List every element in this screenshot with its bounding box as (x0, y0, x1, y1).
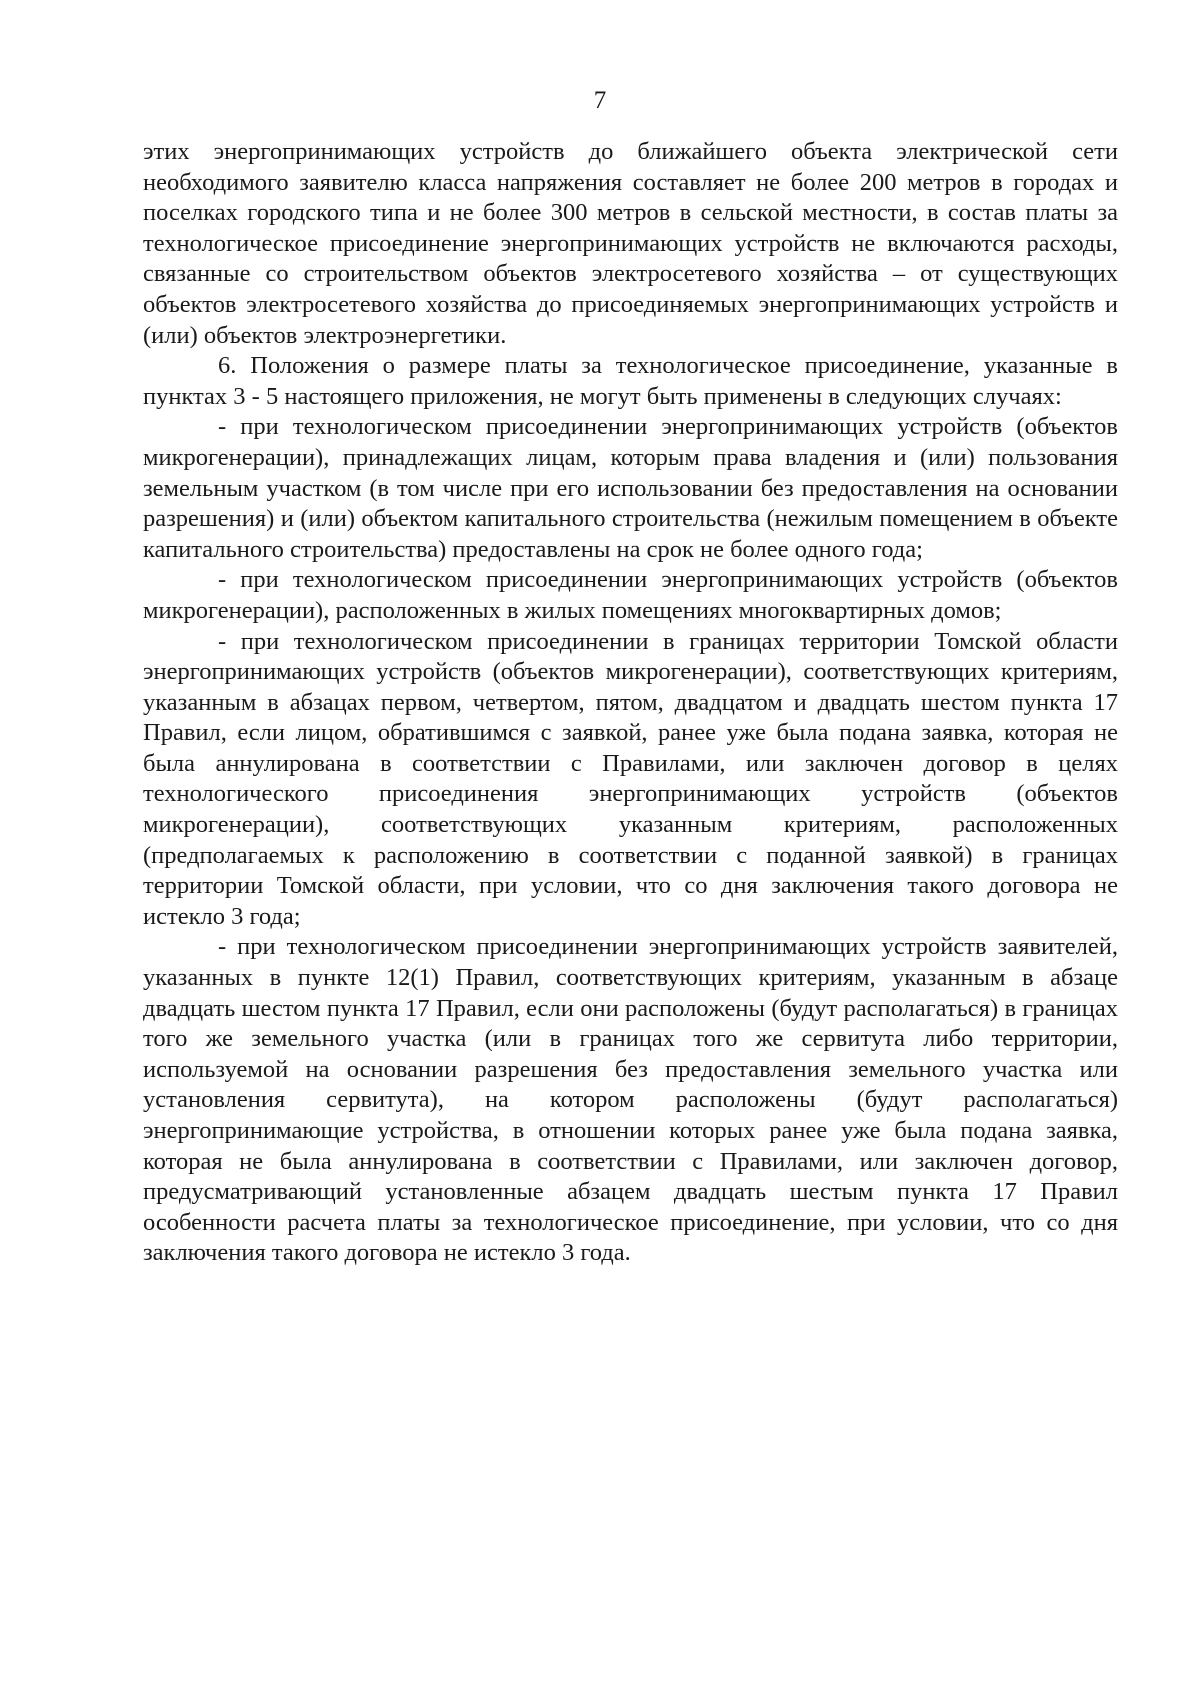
document-body (143, 137, 1118, 1269)
paragraph-item-6: 6. Положения о размере платы за технологическое присоединение, указанные в пунктах 3 - 5 настоящего приложения, не могут быть применены в следующих случаях: (143, 352, 1118, 410)
list-item-short-term-ownership: - при технологическом присоединении энергопринимающих устройств (объектов микрогенерации), принадлежащих лицам, которым права владения и (или) пользования земельным участком (в том числе при его использовании без предоставления на основании разрешения) и (или) объектом капитального строительства (нежилым помещением в объекте капитального строительства) предоставлены на срок не более одного года; (143, 413, 1118, 563)
list-item-tomsk-region-repeat-application: - при технологическом присоединении в границах территории Томской области энергопринимающих устройств (объектов микрогенерации), соответствующих критериям, указанным в абзацах первом, четвертом, пятом, двадцатом и двадцать шестом пункта 17 Правил, если лицом, обратившимся с заявкой, ранее уже была подана заявка, которая не была аннулирована в соответствии с Правилами, или заключен договор в целях технологического присоединения энергопринимающих устройств (объектов микрогенерации), соответствующих указанным критериям, расположенных (предполагаемых к расположению в соответствии с поданной заявкой) в границах территории Томской области, при условии, что со дня заключения такого договора не истекло 3 года; (143, 627, 1118, 930)
page-number: 7 (593, 87, 607, 114)
paragraph-continuation: этих энергопринимающих устройств до ближайшего объекта электрической сети необходимого заявителю класса напряжения составляет не более 200 метров в городах и поселках городского типа и не более 300 метров в сельской местности, в состав платы за технологическое присоединение энергопринимающих устройств не включаются расходы, связанные со строительством объектов электросетевого хозяйства – от существующих объектов электросетевого хозяйства до присоединяемых энергопринимающих устройств и (или) объектов электроэнергетики. (143, 138, 1118, 349)
list-item-same-land-plot: - при технологическом присоединении энергопринимающих устройств заявителей, указанных в пункте 12(1) Правил, соответствующих критериям, указанным в абзаце двадцать шестом пункта 17 Правил, если они расположены (будут располагаться) в границах того же земельного участка (или в границах того же сервитута либо территории, используемой на основании разрешения без предоставления земельного участка или установления сервитута), на котором расположены (будут располагаться) энергопринимающие устройства, в отношении которых ранее уже была подана заявка, которая не была аннулирована в соответствии с Правилами, или заключен договор, предусматривающий установленные абзацем двадцать шестым пункта 17 Правил особенности расчета платы за технологическое присоединение, при условии, что со дня заключения такого договора не истекло 3 года. (143, 933, 1118, 1267)
list-item-residential-premises: - при технологическом присоединении энергопринимающих устройств (объектов микрогенерации), расположенных в жилых помещениях многоквартирных домов; (143, 566, 1118, 624)
